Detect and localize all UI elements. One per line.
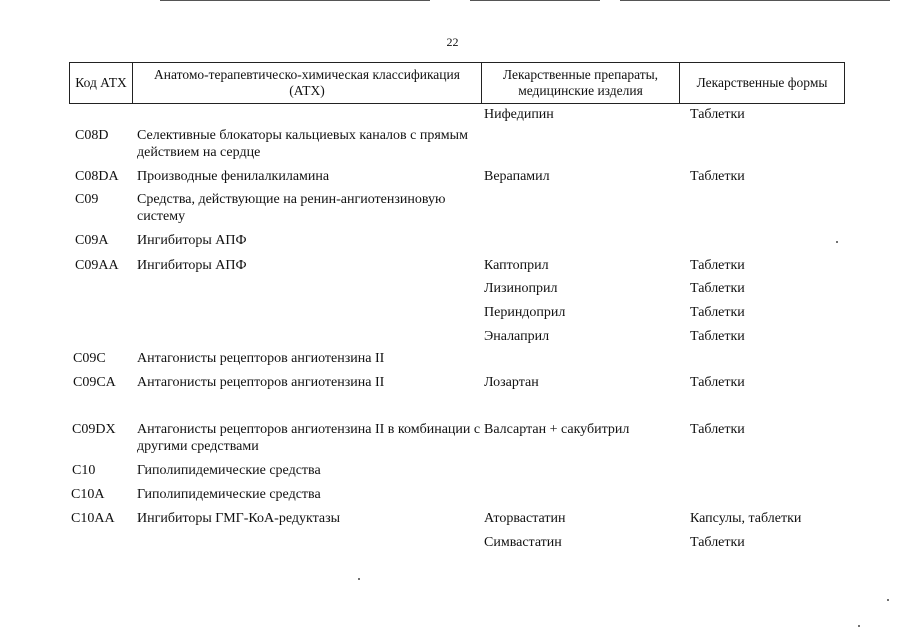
dosage-form: Таблетки <box>690 169 745 184</box>
table-row <box>0 374 905 414</box>
table-row <box>0 421 905 461</box>
top-rule <box>470 0 600 1</box>
atc-classification: Гиполипидемические средства <box>137 487 321 502</box>
top-rule <box>160 0 430 1</box>
atc-code: C08DA <box>75 169 119 184</box>
atc-code: C10 <box>72 463 96 478</box>
dosage-form: Таблетки <box>690 535 745 550</box>
dosage-form: Таблетки <box>690 305 745 320</box>
drug-name: Лозартан <box>484 375 539 390</box>
atc-code: C09 <box>75 192 99 207</box>
atc-code: C09AA <box>75 258 119 273</box>
scan-speck <box>858 625 860 627</box>
atc-classification: Ингибиторы АПФ <box>137 233 247 248</box>
drug-name: Валсартан + сакубитрил <box>484 422 630 437</box>
dosage-form: Таблетки <box>690 375 745 390</box>
drug-name: Аторвастатин <box>484 511 566 526</box>
drug-name: Лизиноприл <box>484 281 558 296</box>
atc-code: C08D <box>75 128 109 143</box>
scan-speck <box>358 578 360 580</box>
drug-name: Эналаприл <box>484 329 550 344</box>
drug-name: Периндоприл <box>484 305 566 320</box>
drug-name: Каптоприл <box>484 258 549 273</box>
dosage-form: Таблетки <box>690 329 745 344</box>
atc-code: C09C <box>73 351 106 366</box>
dosage-form: Таблетки <box>690 107 745 122</box>
dosage-form: Таблетки <box>690 281 745 296</box>
dosage-form: Таблетки <box>690 422 745 437</box>
atc-code: C09CA <box>73 375 116 390</box>
page-number: 22 <box>446 35 459 49</box>
header-classification: Анатомо-терапевтическо-химическая классификация (АТХ) <box>133 63 482 103</box>
table-row <box>0 191 905 231</box>
drug-name: Верапамил <box>484 169 550 184</box>
atc-code: C09A <box>75 233 109 248</box>
table-row <box>0 127 905 167</box>
drug-name: Нифедипин <box>484 107 554 122</box>
table-row <box>0 534 905 574</box>
header-forms: Лекарственные формы <box>696 75 828 90</box>
atc-classification: Антагонисты рецепторов ангиотензина II <box>137 375 385 390</box>
header-drugs: Лекарственные препараты, медицинские изделия <box>482 63 680 103</box>
table-header <box>69 62 845 104</box>
atc-code: C09DX <box>72 422 116 437</box>
atc-classification: Антагонисты рецепторов ангиотензина II в комбинации с другими средствами <box>137 422 481 454</box>
scan-speck <box>836 241 838 243</box>
atc-classification: Средства, действующие на ренин-ангиотензиновую систему <box>137 192 446 224</box>
atc-classification: Производные фенилалкиламина <box>137 169 330 184</box>
atc-classification: Антагонисты рецепторов ангиотензина II <box>137 351 385 366</box>
atc-classification: Ингибиторы ГМГ-КоА-редуктазы <box>137 511 341 526</box>
atc-classification: Селективные блокаторы кальциевых каналов с прямым действием на сердце <box>137 128 468 160</box>
atc-code: C10A <box>71 487 105 502</box>
header-code: Код АТХ <box>70 63 133 103</box>
top-rule <box>620 0 890 1</box>
dosage-form: Таблетки <box>690 258 745 273</box>
dosage-form: Капсулы, таблетки <box>690 511 802 526</box>
drug-name: Симвастатин <box>484 535 562 550</box>
atc-classification: Гиполипидемические средства <box>137 463 321 478</box>
atc-classification: Ингибиторы АПФ <box>137 258 247 273</box>
scan-speck <box>887 599 889 601</box>
atc-code: C10AA <box>71 511 115 526</box>
